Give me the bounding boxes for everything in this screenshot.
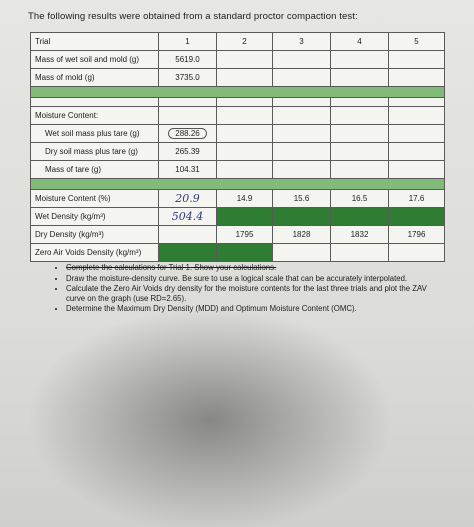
separator-row <box>31 179 445 190</box>
proctor-test-table <box>30 32 445 262</box>
dry-density-trial-5: 1796 <box>389 226 445 244</box>
shaded-cell <box>273 208 331 226</box>
table-row <box>31 190 445 208</box>
table-row <box>31 107 445 125</box>
table-row <box>31 98 445 107</box>
wet-soil-tare-value: 288.26 <box>168 128 206 139</box>
table-row <box>31 125 445 143</box>
table-cell <box>217 125 273 143</box>
moisture-content-label: Moisture Content (%) <box>31 190 159 208</box>
table-cell <box>331 98 389 107</box>
table-row <box>31 244 445 262</box>
table-cell <box>159 226 217 244</box>
mass-wet-soil-mold-value: 5619.0 <box>159 51 217 69</box>
trial-header-1: 1 <box>159 33 217 51</box>
table-cell <box>217 69 273 87</box>
task-item: • Complete the calculations for Trial 1. Show your calculations. <box>66 263 446 273</box>
trial-header-3: 3 <box>273 33 331 51</box>
table-row <box>31 51 445 69</box>
table-cell <box>159 107 217 125</box>
dry-soil-tare-label: Dry soil mass plus tare (g) <box>31 143 159 161</box>
table-cell <box>331 143 389 161</box>
mass-mold-label: Mass of mold (g) <box>31 69 159 87</box>
task-item: • Determine the Maximum Dry Density (MDD) and Optimum Moisture Content (OMC). <box>66 304 446 314</box>
table-cell <box>331 107 389 125</box>
separator-row <box>31 87 445 98</box>
shaded-cell <box>217 244 273 262</box>
table-cell <box>331 69 389 87</box>
page-title: The following results were obtained from a standard proctor compaction test: <box>28 11 358 22</box>
table-cell <box>217 107 273 125</box>
mass-mold-value: 3735.0 <box>159 69 217 87</box>
dry-density-label: Dry Density (kg/m³) <box>31 226 159 244</box>
table-cell <box>273 98 331 107</box>
table-cell <box>273 244 331 262</box>
table-cell <box>389 107 445 125</box>
table-cell <box>389 69 445 87</box>
table-cell <box>389 161 445 179</box>
moisture-content-trial-5: 17.6 <box>389 190 445 208</box>
moisture-content-heading: Moisture Content: <box>31 107 159 125</box>
table-cell <box>389 143 445 161</box>
trial-header-4: 4 <box>331 33 389 51</box>
dry-density-trial-4: 1832 <box>331 226 389 244</box>
task-list <box>52 263 446 315</box>
task-item: • Calculate the Zero Air Voids dry density for the moisture contents for the last three trials and plot the ZAV curve on the graph (use RD=2.65). <box>66 284 446 303</box>
table-cell <box>31 98 159 107</box>
table-cell <box>331 51 389 69</box>
trial-label: Trial <box>31 33 159 51</box>
table-cell <box>217 143 273 161</box>
moisture-content-trial-1: 20.9 <box>159 190 217 208</box>
table-row <box>31 33 445 51</box>
table-cell <box>389 98 445 107</box>
trial-header-5: 5 <box>389 33 445 51</box>
table-cell <box>273 69 331 87</box>
table-cell <box>273 143 331 161</box>
table-cell <box>273 161 331 179</box>
wet-density-label: Wet Density (kg/m³) <box>31 208 159 226</box>
table-cell <box>273 51 331 69</box>
shaded-cell <box>389 208 445 226</box>
table-cell <box>217 161 273 179</box>
table-row <box>31 161 445 179</box>
table-row <box>31 208 445 226</box>
shaded-cell <box>331 208 389 226</box>
table-row <box>31 226 445 244</box>
separator-cell <box>31 179 445 190</box>
table-cell <box>217 51 273 69</box>
shaded-cell <box>159 244 217 262</box>
dry-density-trial-3: 1828 <box>273 226 331 244</box>
zav-density-label: Zero Air Voids Density (kg/m³) <box>31 244 159 262</box>
mass-tare-label: Mass of tare (g) <box>31 161 159 179</box>
task-item: • Draw the moisture-density curve. Be sure to use a logical scale that can be accurately interpolated. <box>66 274 446 284</box>
table-cell <box>389 244 445 262</box>
moisture-content-trial-4: 16.5 <box>331 190 389 208</box>
table-cell <box>331 244 389 262</box>
table-cell <box>389 51 445 69</box>
dry-density-trial-2: 1795 <box>217 226 273 244</box>
shaded-cell <box>217 208 273 226</box>
table-cell <box>217 98 273 107</box>
separator-cell <box>31 87 445 98</box>
mass-tare-value: 104.31 <box>159 161 217 179</box>
table-cell <box>273 107 331 125</box>
moisture-content-trial-2: 14.9 <box>217 190 273 208</box>
trial-header-2: 2 <box>217 33 273 51</box>
table-cell <box>273 125 331 143</box>
mass-wet-soil-mold-label: Mass of wet soil and mold (g) <box>31 51 159 69</box>
table-row <box>31 143 445 161</box>
table-cell <box>159 98 217 107</box>
wet-soil-tare-label: Wet soil mass plus tare (g) <box>31 125 159 143</box>
table-row <box>31 69 445 87</box>
moisture-content-trial-3: 15.6 <box>273 190 331 208</box>
table-cell <box>389 125 445 143</box>
table-cell <box>331 161 389 179</box>
dry-soil-tare-value: 265.39 <box>159 143 217 161</box>
table-cell <box>331 125 389 143</box>
wet-soil-tare-cell <box>159 125 217 143</box>
wet-density-trial-1: 504.4 <box>159 208 217 226</box>
